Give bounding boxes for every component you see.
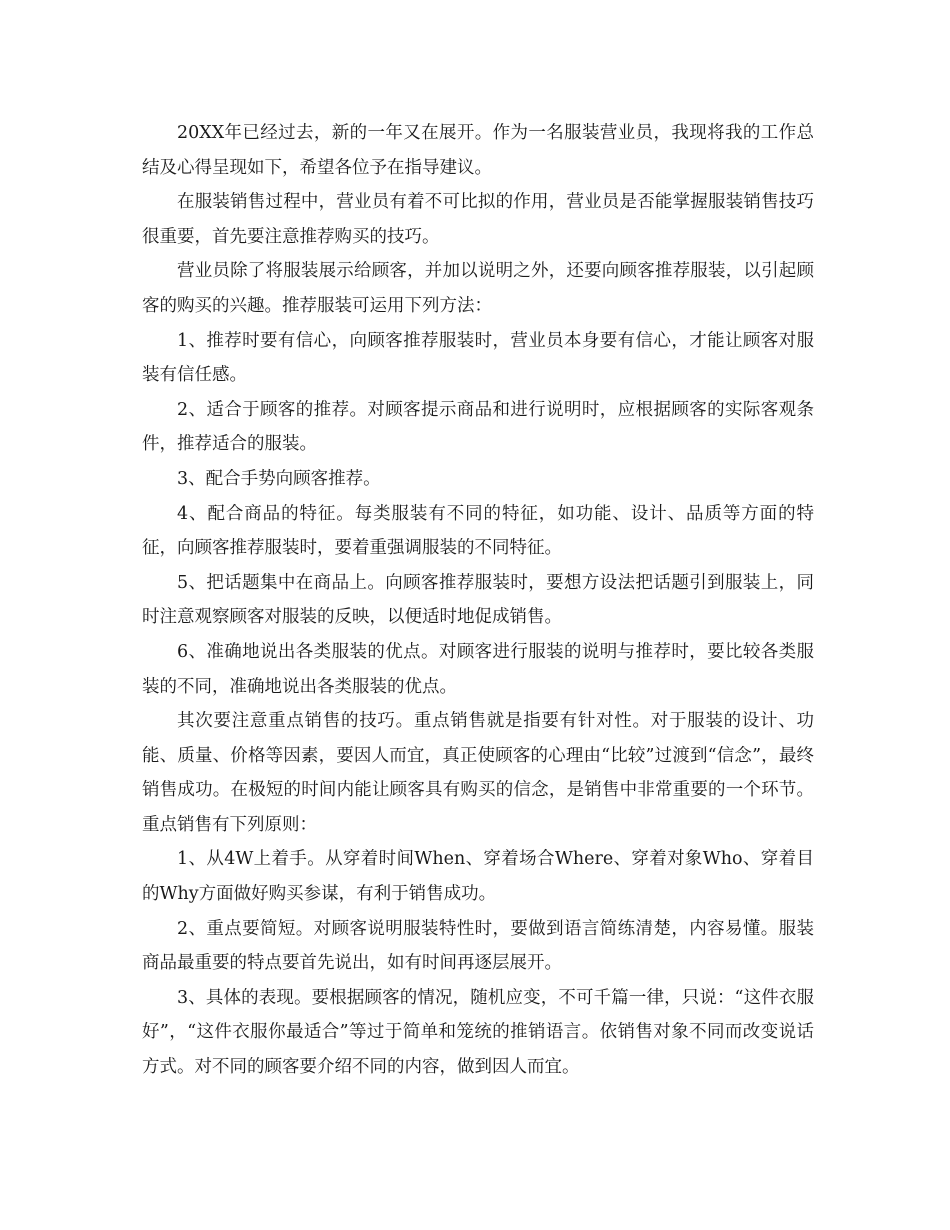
list-item-recommend-4: 4、配合商品的特征。每类服装有不同的特征，如功能、设计、品质等方面的特征，向顾客推荐服装时，要着重强调服装的不同特征。 (142, 503, 814, 559)
document-body (142, 116, 814, 1085)
list-item-recommend-5: 5、把话题集中在商品上。向顾客推荐服装时，要想方设法把话题引到服装上，同时注意观察顾客对服装的反映，以便适时地促成销售。 (142, 572, 814, 628)
paragraph-sales-process: 在服装销售过程中，营业员有着不可比拟的作用，营业员是否能掌握服装销售技巧很重要，首先要注意推荐购买的技巧。 (142, 192, 814, 247)
list-item-recommend-1: 1、推荐时要有信心，向顾客推荐服装时，营业员本身要有信心，才能让顾客对服装有信任感。 (142, 330, 814, 386)
list-item-recommend-6: 6、准确地说出各类服装的优点。对顾客进行服装的说明与推荐时，要比较各类服装的不同，准确地说出各类服装的优点。 (142, 641, 814, 697)
list-item-principle-3: 3、具体的表现。要根据顾客的情况，随机应变，不可千篇一律，只说：“这件衣服好”，“这件衣服你最适合”等过于简单和笼统的推销语言。依销售对象不同而改变说话方式。对不同的顾客要介绍不同的内容，做到因人而宜。 (142, 987, 814, 1078)
list-item-principle-1: 1、从4W上着手。从穿着时间When、穿着场合Where、穿着对象Who、穿着目的Why方面做好购买参谋，有利于销售成功。 (142, 849, 814, 905)
paragraph-intro: 20XX年已经过去，新的一年又在展开。作为一名服装营业员，我现将我的工作总结及心得呈现如下，希望各位予在指导建议。 (142, 123, 814, 178)
list-item-principle-2: 2、重点要简短。对顾客说明服装特性时，要做到语言简练清楚，内容易懂。服装商品最重要的特点要首先说出，如有时间再逐层展开。 (142, 918, 814, 974)
paragraph-recommend-methods: 营业员除了将服装展示给顾客，并加以说明之外，还要向顾客推荐服装，以引起顾客的购买的兴趣。推荐服装可运用下列方法： (142, 261, 814, 316)
paragraph-key-selling: 其次要注意重点销售的技巧。重点销售就是指要有针对性。对于服装的设计、功能、质量、价格等因素，要因人而宜，真正使顾客的心理由“比较”过渡到“信念”，最终销售成功。在极短的时间内能让顾客具有购买的信念，是销售中非常重要的一个环节。重点销售有下列原则： (142, 711, 814, 835)
list-item-recommend-3: 3、配合手势向顾客推荐。 (177, 468, 381, 489)
list-item-recommend-2: 2、适合于顾客的推荐。对顾客提示商品和进行说明时，应根据顾客的实际客观条件，推荐适合的服装。 (142, 399, 814, 455)
